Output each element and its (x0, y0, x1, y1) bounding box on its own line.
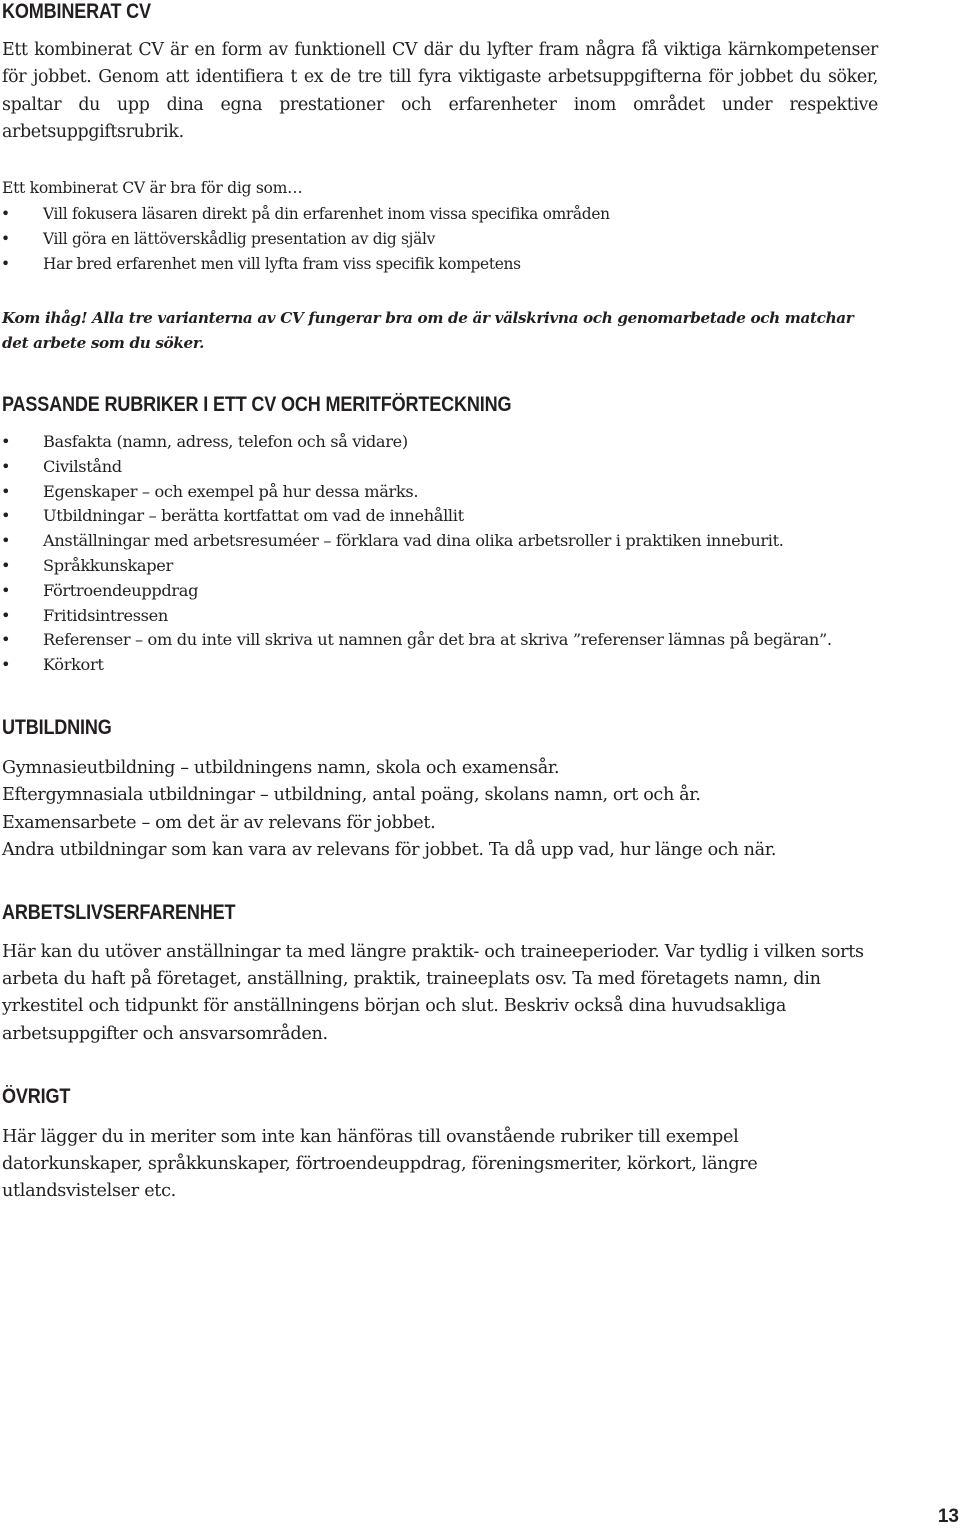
rubriker-bullet-list (0, 430, 832, 678)
list-item: • Utbildningar – berätta kortfattat om vad de innehållit (0, 504, 832, 529)
bullet-icon: • (1, 555, 11, 575)
list-item: • Basfakta (namn, adress, telefon och så vidare) (0, 430, 832, 455)
heading-arbetslivserfarenhet: ARBETSLIVSERFARENHET (2, 901, 236, 924)
utbildning-lines (2, 755, 776, 865)
arbetsliv-paragraph: Här kan du utöver anställningar ta med längre praktik- och traineeperioder. Var tydlig i vilken sorts arbeta du haft på företaget, anställning, praktik, traineeplats osv. Ta med företagets namn, din yrkestitel och tidpunkt för anställningens början och slut. Beskriv också dina huvudsakliga arbetsuppgifter och ansvarsområden. (2, 942, 864, 1044)
heading-kombinerat-cv: KOMBINERAT CV (2, 0, 151, 23)
kombinerat-bullet-list (0, 202, 610, 277)
bullet-icon: • (1, 655, 11, 675)
list-item: • Vill fokusera läsaren direkt på din erfarenhet inom vissa specifika områden (0, 202, 610, 227)
utbildning-line: Andra utbildningar som kan vara av relevans för jobbet. Ta då upp vad, hur länge och när. (2, 840, 777, 861)
list-item: • Har bred erfarenhet men vill lyfta fram viss specifik kompetens (0, 252, 610, 277)
kom-ihag-note: Kom ihåg! Alla tre varianterna av CV fungerar bra om de är välskrivna och genomarbetade och matchar det arbete som du söker. (2, 309, 854, 352)
bullet-icon: • (1, 506, 11, 526)
list-item: • Referenser – om du inte vill skriva ut namnen går det bra at skriva ”referenser lämnas på begäran”. (0, 628, 832, 653)
heading-utbildning: UTBILDNING (2, 716, 112, 739)
bullet-icon: • (1, 481, 11, 501)
bullet-icon: • (1, 531, 11, 551)
bullet-icon: • (1, 432, 11, 451)
bullet-icon: • (1, 630, 11, 650)
ovrigt-paragraph: Här lägger du in meriter som inte kan hänföras till ovanstående rubriker till exempel datorkunskaper, språkkunskaper, förtroendeuppdrag, föreningsmeriter, körkort, längre utlandsvistelser etc. (2, 1127, 758, 1202)
list-item: • Språkkunskaper (0, 554, 832, 579)
utbildning-line: Examensarbete – om det är av relevans för jobbet. (2, 812, 436, 833)
kombinerat-lead-text: Ett kombinerat CV är bra för dig som… (2, 179, 303, 197)
list-item: • Civilstånd (0, 455, 832, 480)
list-item: • Vill göra en lättöverskådlig presentation av dig själv (0, 227, 610, 252)
list-item: • Förtroendeuppdrag (0, 579, 832, 604)
utbildning-line: Gymnasieutbildning – utbildningens namn, skola och examensår. (2, 758, 560, 778)
page-number: 13 (937, 1506, 959, 1527)
bullet-icon: • (1, 255, 10, 273)
kombinerat-intro-paragraph: Ett kombinerat CV är en form av funktionell CV där du lyfter fram några få viktiga kärnkompetenser för jobbet. Genom att identifiera t ex de tre till fyra viktigaste arbetsuppgifterna för jobbet du söker, spaltar du upp dina egna prestationer och erfarenheter inom området under respektive arbetsuppgiftsrubrik. (2, 40, 878, 143)
heading-passande-rubriker: PASSANDE RUBRIKER I ETT CV OCH MERITFÖRTECKNING (2, 393, 512, 416)
bullet-icon: • (1, 605, 11, 625)
bullet-icon: • (1, 230, 10, 248)
list-item: • Egenskaper – och exempel på hur dessa märks. (0, 480, 832, 505)
list-item: • Fritidsintressen (0, 604, 832, 629)
bullet-icon: • (1, 205, 10, 223)
heading-ovrigt: ÖVRIGT (2, 1085, 71, 1108)
bullet-icon: • (1, 580, 11, 600)
list-item: • Körkort (0, 653, 832, 678)
utbildning-line: Eftergymnasiala utbildningar – utbildning, antal poäng, skolans namn, ort och år. (2, 785, 701, 806)
bullet-icon: • (1, 456, 11, 476)
list-item: • Anställningar med arbetsresuméer – förklara vad dina olika arbetsroller i praktiken inneburit. (0, 529, 832, 554)
